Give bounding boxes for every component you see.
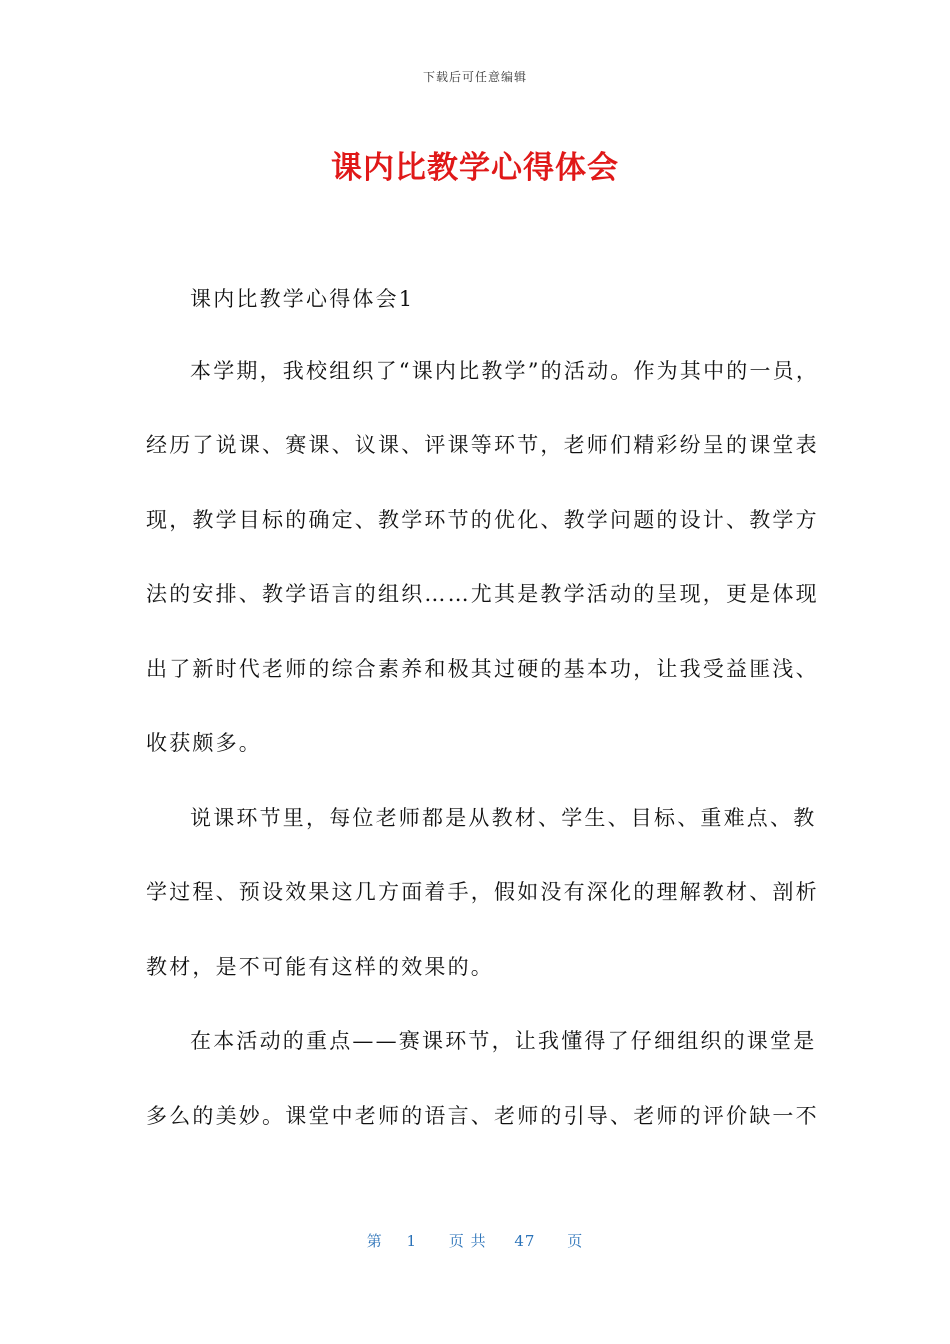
document-title: 课内比教学心得体会 xyxy=(331,150,619,186)
footer-page-total: 47 xyxy=(514,1232,536,1250)
footer-page-suffix: 页 xyxy=(567,1232,584,1250)
paragraph-line: 教材，是不可能有这样的效果的。 xyxy=(146,955,494,979)
paragraph-line: 收获颇多。 xyxy=(146,731,262,755)
section-subheading: 课内比教学心得体会1 xyxy=(190,287,415,311)
paragraph-line: 多么的美妙。课堂中老师的语言、老师的引导、老师的评价缺一不 xyxy=(146,1104,819,1128)
footer-page-prefix: 第 xyxy=(366,1232,383,1250)
paragraph-line: 现，教学目标的确定、教学环节的优化、教学问题的设计、教学方 xyxy=(146,508,819,532)
paragraph-line: 在本活动的重点——赛课环节，让我懂得了仔细组织的课堂是 xyxy=(190,1029,817,1053)
paragraph-line: 说课环节里，每位老师都是从教材、学生、目标、重难点、教 xyxy=(190,806,817,830)
paragraph-line: 经历了说课、赛课、议课、评课等环节，老师们精彩纷呈的课堂表 xyxy=(146,433,819,457)
paragraph-line: 出了新时代老师的综合素养和极其过硬的基本功，让我受益匪浅、 xyxy=(146,657,819,681)
header-note: 下载后可任意编辑 xyxy=(422,70,527,84)
footer-page-number: 1 xyxy=(406,1232,418,1250)
paragraph-line: 法的安排、教学语言的组织……尤其是教学活动的呈现，更是体现 xyxy=(146,582,819,606)
paragraph-line: 本学期，我校组织了“课内比教学”的活动。作为其中的一员， xyxy=(190,359,820,383)
footer-page-mid: 页 共 xyxy=(448,1232,487,1250)
page-footer xyxy=(0,1230,950,1251)
paragraph-line: 学过程、预设效果这几方面着手，假如没有深化的理解教材、剖析 xyxy=(146,880,819,904)
